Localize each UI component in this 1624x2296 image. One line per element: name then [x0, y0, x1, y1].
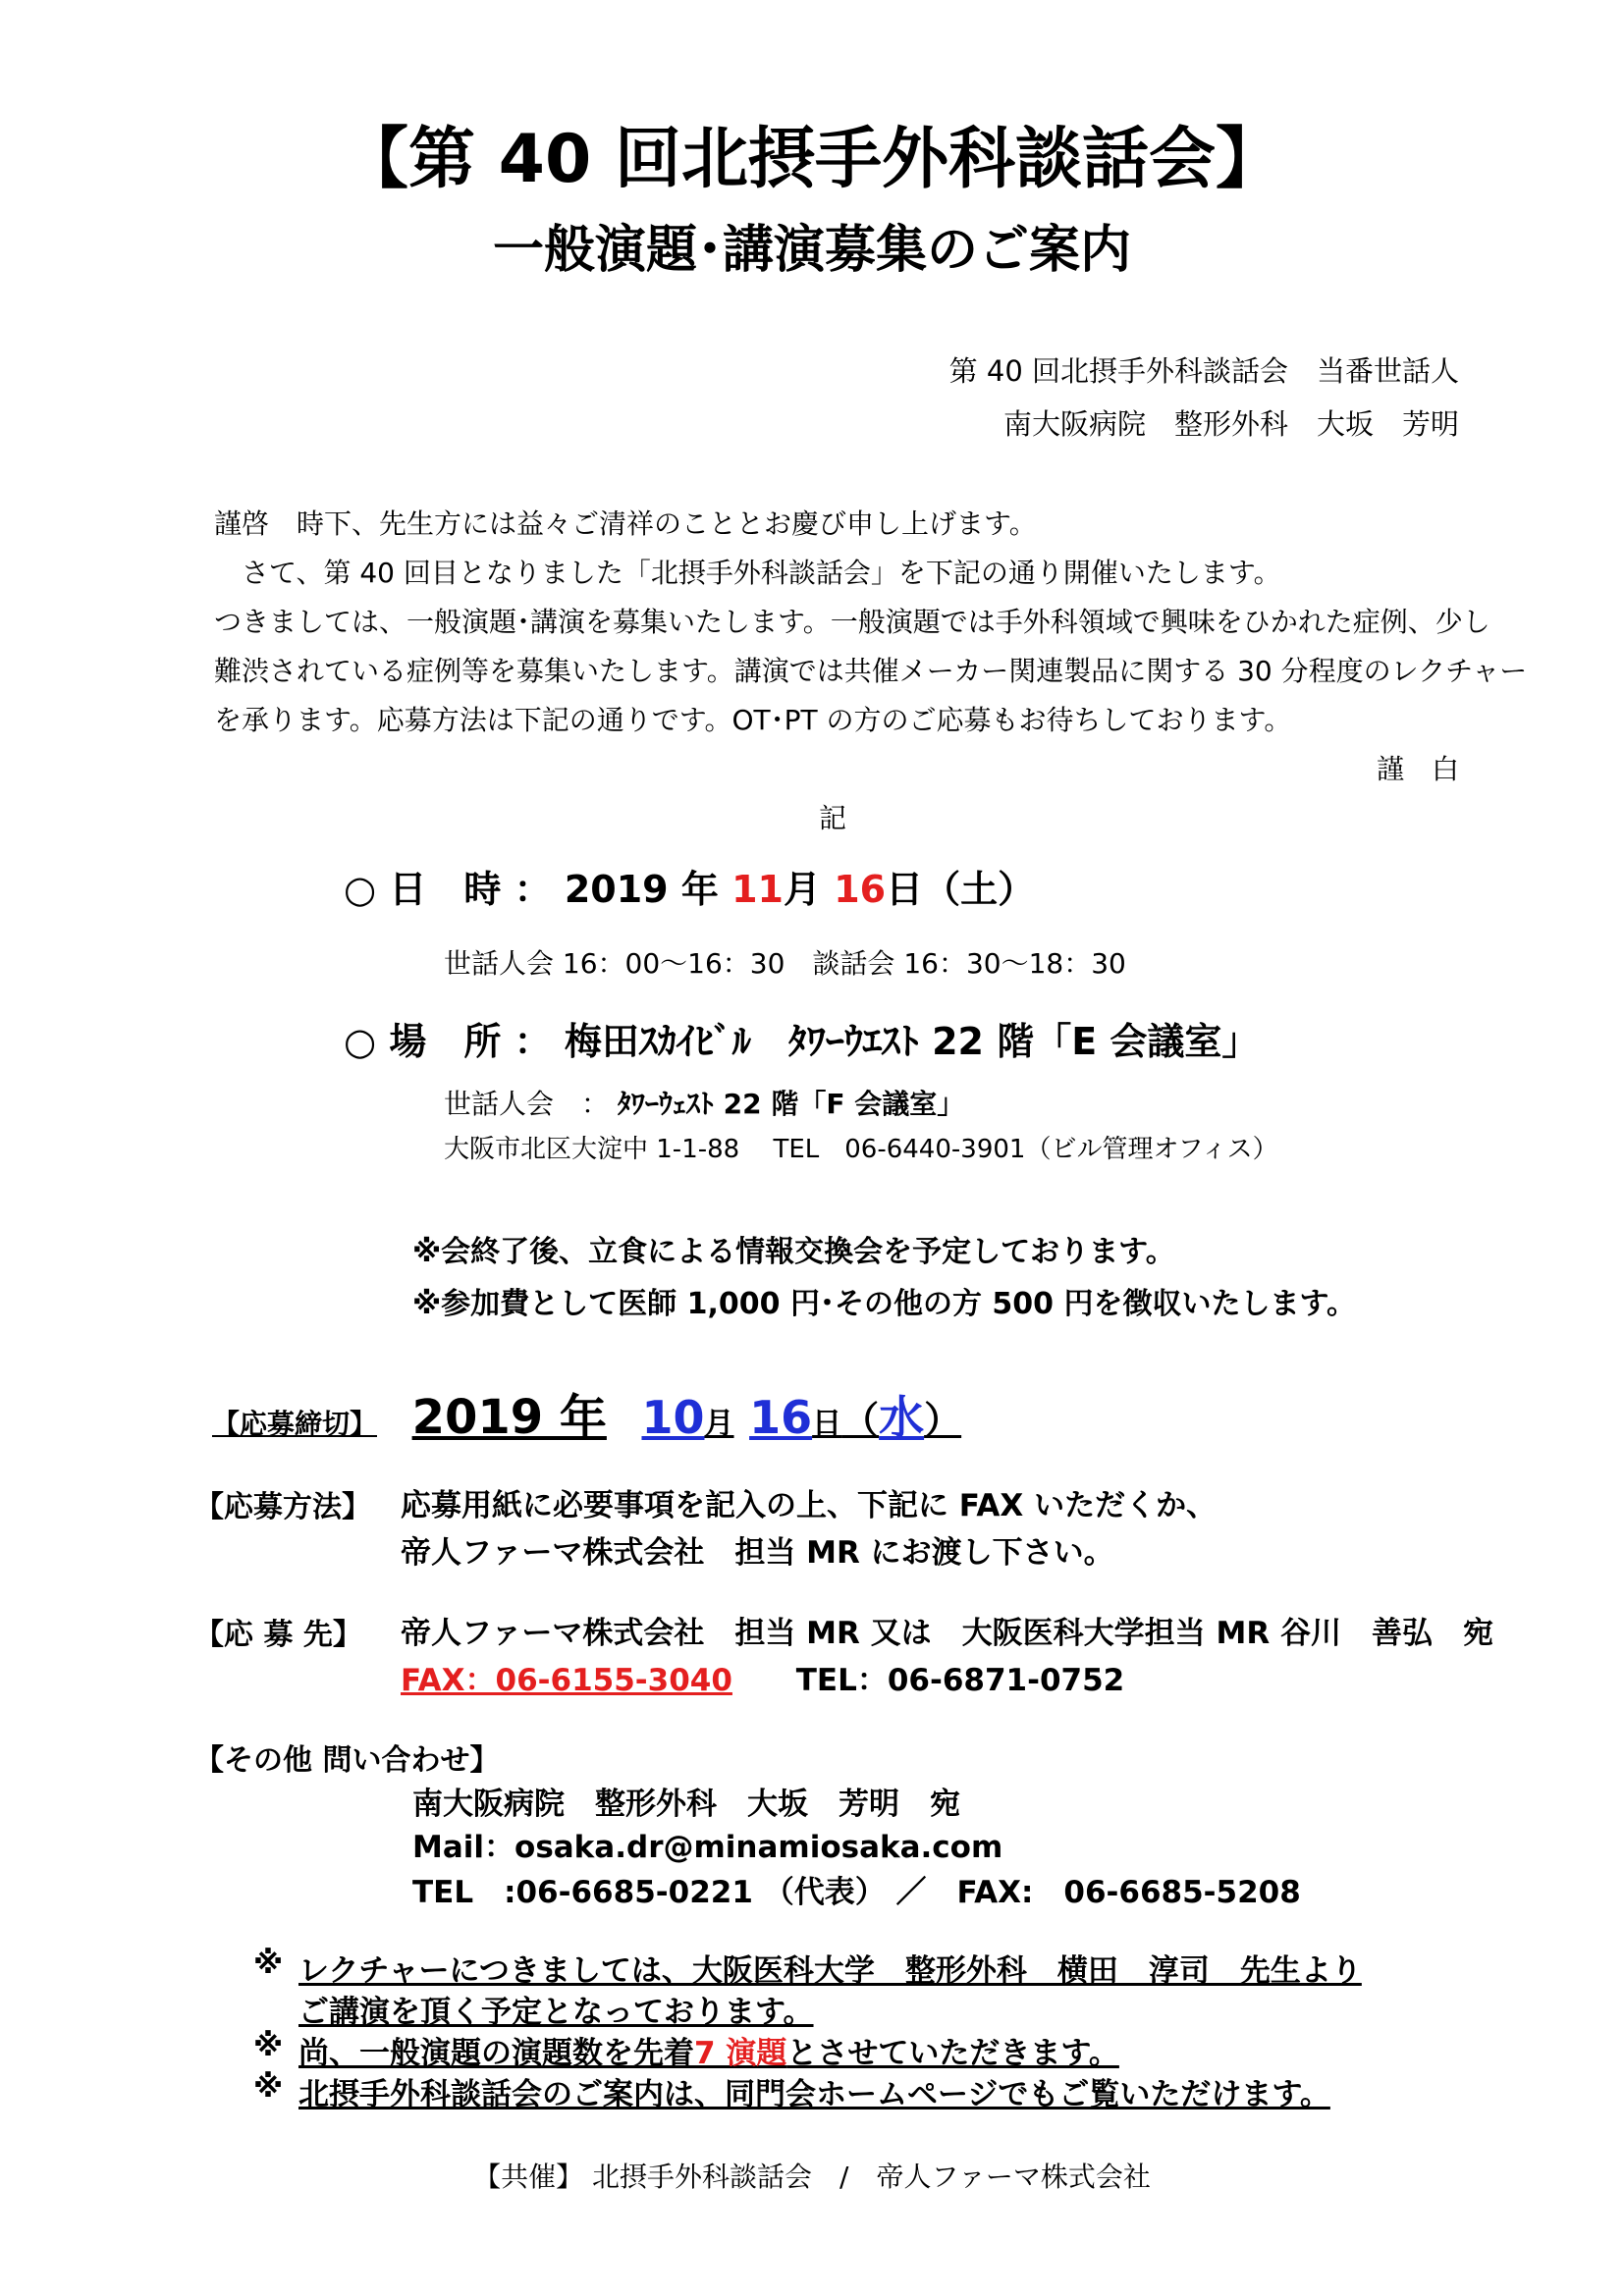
place-sewanin-row [444, 1083, 964, 1122]
greeting-line-4: 難渋されている症例等を募集いたします。講演では共催メーカー関連製品に関する 30 分程度のレクチャー [214, 655, 1528, 687]
greeting-closing: 謹 白 [1376, 753, 1459, 785]
remark-3-line: 北摂手外科談話会のご案内は、同門会ホームページでもご覧いただけます。 [298, 2077, 1330, 2112]
deadline-weekday-close: ） [924, 1399, 962, 1442]
deadline-month-unit: 月 [704, 1407, 734, 1441]
greeting-line-2: さて、第 40 回目となりました「北摂手外科談話会」を下記の通り開催いたします。 [214, 557, 1281, 589]
datetime-month-unit: 月 [783, 868, 821, 911]
contact-tel-fax: TEL :06-6685-0221 （代表） ／ FAX: 06-6685-5208 [412, 1875, 1301, 1910]
deadline-weekday: 水 [879, 1391, 925, 1444]
datetime-detail: 世話人会 16：00～16：30 談話会 16：30～18：30 [444, 947, 1126, 980]
deadline-row [212, 1379, 961, 1447]
deadline-month: 10 [641, 1391, 705, 1444]
deadline-weekday-open: （ [841, 1399, 880, 1442]
greeting-line-5: を承ります。応募方法は下記の通りです。OT･PT の方のご応募もお待ちしております。 [214, 704, 1292, 736]
deadline-label: 【応募締切】 [212, 1408, 378, 1440]
contact-mail: Mail：osaka.dr@minamiosaka.com [412, 1830, 1003, 1865]
footer-sponsors: 【共催】 北摂手外科談話会 / 帝人ファーマ株式会社 [473, 2161, 1151, 2193]
datetime-row [344, 859, 1035, 913]
method-label: 【応募方法】 [194, 1490, 371, 1524]
destination-tel: TEL：06-6871-0752 [795, 1663, 1125, 1698]
greeting-line-3: つきましては、一般演題･講演を募集いたします。一般演題では手外科領域で興味をひかれた症例、少し [214, 606, 1490, 638]
contact-name: 南大阪病院 整形外科 大坂 芳明 宛 [412, 1787, 960, 1822]
place-label: ○ 場 所 ： [344, 1020, 552, 1063]
destination-label: 【応 募 先】 [194, 1618, 362, 1652]
remark-2-post: とさせていただきます。 [786, 2036, 1119, 2071]
deadline-year: 2019 年 [411, 1390, 607, 1445]
note-reception: ※会終了後、立食による情報交換会を予定しております。 [412, 1235, 1175, 1269]
destination-fax: FAX：06-6155-3040 [401, 1663, 732, 1698]
datetime-label: ○ 日 時 ： [344, 868, 552, 911]
method-line-2: 帝人ファーマ株式会社 担当 MR にお渡し下さい。 [401, 1535, 1114, 1571]
page-subtitle: 一般演題･講演募集のご案内 [492, 221, 1131, 280]
remark-2-mark: ※ [253, 2028, 284, 2063]
ki-mark: 記 [819, 802, 847, 834]
deadline-day: 16 [749, 1391, 813, 1444]
organizer-line-2: 南大阪病院 整形外科 大坂 芳明 [1002, 407, 1459, 441]
greeting-line-1: 謹啓 時下、先生方には益々ご清祥のこととお慶び申し上げます。 [214, 507, 1037, 540]
remark-1-line-1: レクチャーにつきましては、大阪医科大学 整形外科 横田 淳司 先生より [298, 1953, 1362, 1989]
destination-contact-row [401, 1655, 1124, 1699]
place-sewanin-label: 世話人会 ： [444, 1088, 610, 1120]
datetime-year: 2019 年 [564, 868, 719, 911]
deadline-day-unit: 日 [812, 1407, 842, 1441]
remark-1-line-2: ご講演を頂く予定となっております。 [298, 1995, 814, 2030]
remark-1-mark: ※ [253, 1946, 284, 1981]
place-address: 大阪市北区大淀中 1-1-88 TEL 06-6440-3901（ビル管理オフィス） [444, 1135, 1278, 1164]
place-row [344, 1011, 1259, 1065]
remark-2-pre: 尚、一般演題の演題数を先着 [298, 2036, 694, 2071]
datetime-month: 11 [731, 868, 784, 911]
place-sewanin-room: ﾀﾜｰｳｪｽﾄ 22 階「F 会議室」 [617, 1088, 965, 1120]
datetime-day: 16 [834, 868, 887, 911]
place-value: 梅田ｽｶｲﾋﾞﾙ ﾀﾜｰｳｴｽﾄ 22 階「E 会議室」 [564, 1020, 1260, 1063]
page-title: 【第 40 回北摂手外科談話会】 [342, 121, 1282, 198]
remark-2-highlight: 7 演題 [694, 2036, 787, 2071]
remark-3-mark: ※ [253, 2069, 284, 2105]
destination-line-1: 帝人ファーマ株式会社 担当 MR 又は 大阪医科大学担当 MR 谷川 善弘 宛 [401, 1616, 1493, 1651]
datetime-day-unit: 日（土） [886, 868, 1036, 911]
note-fee: ※参加費として医師 1,000 円･その他の方 500 円を徴収いたします。 [412, 1287, 1357, 1321]
method-line-1: 応募用紙に必要事項を記入の上、下記に FAX いただくか、 [401, 1488, 1218, 1523]
remark-2-line [298, 2028, 1119, 2072]
organizer-line-1: 第 40 回北摂手外科談話会 当番世話人 [948, 354, 1459, 388]
contact-label: 【その他 問い合わせ】 [194, 1743, 500, 1778]
